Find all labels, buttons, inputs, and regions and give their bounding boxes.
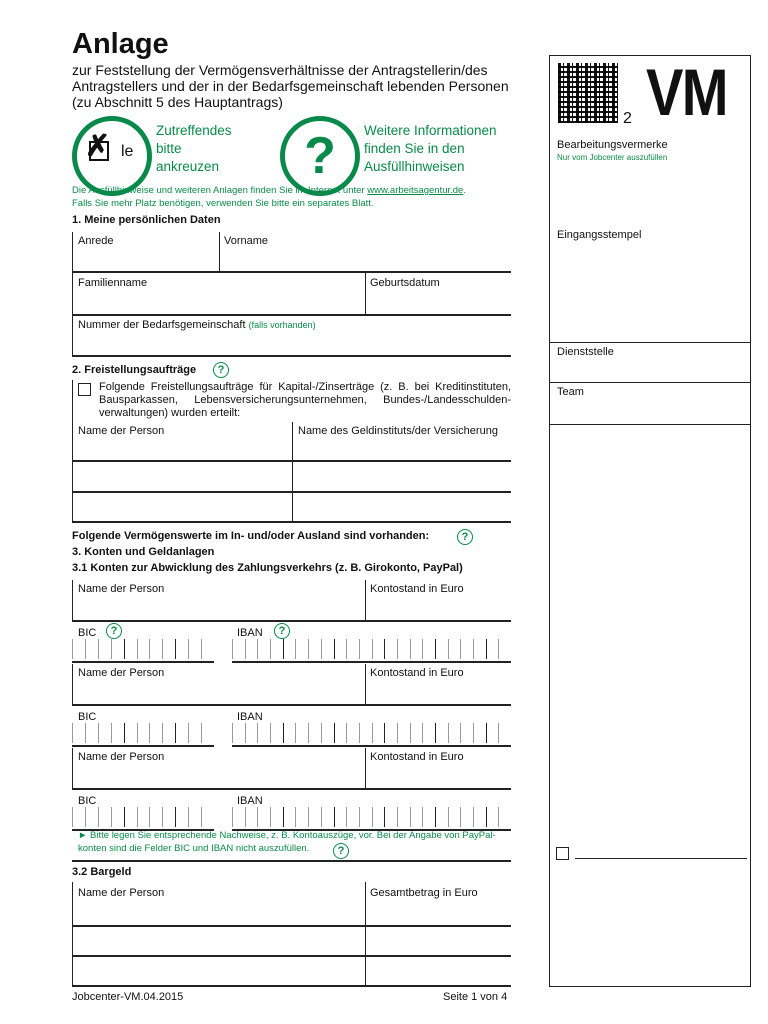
cross-mark-icon: ✗ [85,130,111,163]
cash-row-2[interactable] [72,955,511,957]
section-3-1-end [72,860,511,862]
team-label: Team [557,386,584,398]
sec1-divider-1 [219,232,220,272]
lastname-field[interactable] [72,314,511,316]
sec2-left-border [72,380,73,522]
iban-label: IBAN [237,795,263,807]
account-left-border [72,664,73,704]
exemption-row-2[interactable] [72,491,511,493]
check-hint-line-2: bitte [156,141,182,156]
bic-label: BIC [78,795,97,807]
account-col-divider [365,664,366,704]
account-left-border [72,748,73,788]
check-box-text: le [121,143,134,160]
salutation-label: Anrede [78,235,114,247]
help-icon[interactable]: ? [457,529,473,545]
page-title: Anlage [72,28,169,60]
bic-field[interactable] [72,807,214,831]
office-signature-line [575,858,747,859]
office-label: Dienststelle [557,346,614,358]
exemption-row-3[interactable] [72,521,511,523]
check-hint-text [156,122,232,176]
sec1-left-border-1 [72,232,73,272]
section-1-heading: 1. Meine persönlichen Daten [72,214,221,226]
notice [72,184,466,210]
help-icon[interactable]: ? [274,623,290,639]
info-hint-line-1: Weitere Informationen [364,123,497,138]
page-subtitle: zur Feststellung der Vermögensverhältnisse der Antragstellerin/des Antragstellers und der in der Bedarfsgemeinschaft lebenden Personen (zu Abschnitt 5 des Hauptantrags) [72,62,509,110]
version-digit: 2 [623,110,632,127]
bg-number-text: Nummer der Bedarfsgemeinschaft [78,319,249,331]
help-icon[interactable]: ? [106,623,122,639]
person-col-label: Name der Person [78,425,165,437]
iban-label: IBAN [237,627,263,639]
iban-label: IBAN [237,711,263,723]
footer-form-id: Jobcenter-VM.04.2015 [72,991,184,1003]
website-link[interactable]: www.arbeitsagentur.de [367,185,464,196]
bg-number-label [78,319,316,331]
info-hint-line-2: finden Sie in den [364,141,465,156]
office-checkbox[interactable] [556,847,569,860]
firstname-label: Vorname [224,235,269,247]
cash-row-1[interactable] [72,925,511,927]
arrow-icon: ► [78,830,88,841]
section-3-2-heading: 3.2 Bargeld [72,866,132,878]
birthdate-label: Geburtsdatum [370,277,440,289]
section-3-1-heading: 3.1 Konten zur Abwicklung des Zahlungsverkehrs (z. B. Girokonto, PayPal) [72,562,463,574]
help-icon[interactable]: ? [213,362,229,378]
account-col-divider [365,580,366,620]
proof-note-text: Bitte legen Sie entsprechende Nachweise, z. B. Kontoauszüge, vor. Bei der Angabe von PayPal-konten sind die Felder BIC und IBAN nicht auszufüllen. [78,830,496,854]
account-person-label: Name der Person [78,751,165,763]
firstname-field[interactable] [72,271,511,273]
side-divider-3 [549,424,751,425]
cash-person-label: Name der Person [78,887,165,899]
account-col-divider [365,748,366,788]
section-3-heading: 3. Konten und Geldanlagen [72,546,215,558]
info-hint-text [364,122,497,176]
institute-col-label: Name des Geldinstituts/der Versicherung [298,425,498,437]
proof-note [78,829,508,855]
exemption-text: Folgende Freistellungsaufträge für Kapital-/Zinserträge (z. B. bei Kreditinstituten, Bausparkassen, Lebensversicherungsunternehmen, Bundes-/Landesschulden-verwaltungen) wurden erteilt: [99,381,511,419]
footer-page: Seite 1 von 4 [443,991,508,1003]
account-name-field[interactable] [72,788,511,790]
check-hint-line-1: Zutreffendes [156,123,232,138]
bg-number-field[interactable] [72,355,511,357]
office-use-box [549,55,751,987]
processing-note: Nur vom Jobcenter auszufüllen [557,153,668,162]
sec1-left-border-2 [72,273,73,315]
notice-text: Die Ausfüllhinweise und weiteren Anlagen finden Sie im Internet unter [72,185,368,196]
bic-label: BIC [78,711,97,723]
bic-field[interactable] [72,723,214,747]
iban-field[interactable] [232,807,511,831]
account-name-field[interactable] [72,620,511,622]
bg-number-note: (falls vorhanden) [248,320,316,330]
account-balance-label: Kontostand in Euro [370,583,464,595]
stamp-label: Eingangsstempel [557,229,642,241]
sec1-left-border-3 [72,316,73,356]
notice-line-2: Falls Sie mehr Platz benötigen, verwenden Sie bitte ein separates Blatt. [72,198,374,209]
info-hint-line-3: Ausfüllhinweisen [364,159,465,174]
cash-left-border [72,882,73,986]
sec1-divider-2 [365,273,366,315]
form-code: VM [646,55,727,129]
notice-end: . [463,185,466,196]
account-name-field[interactable] [72,704,511,706]
bic-field[interactable] [72,639,214,663]
question-glyph: ? [304,127,336,185]
bic-label: BIC [78,627,97,639]
assets-heading: Folgende Vermögenswerte im In- und/oder Ausland sind vorhanden: [72,530,430,542]
check-hint-line-3: ankreuzen [156,159,220,174]
qr-code-icon [558,63,618,123]
processing-label: Bearbeitungsvermerke [557,139,668,151]
exemption-checkbox[interactable] [78,383,91,396]
section-2-heading: 2. Freistellungsaufträge [72,364,197,376]
account-person-label: Name der Person [78,583,165,595]
sec2-col-divider [292,422,293,522]
cash-col-divider [365,882,366,986]
account-balance-label: Kontostand in Euro [370,667,464,679]
iban-field[interactable] [232,723,511,747]
cash-total-label: Gesamtbetrag in Euro [370,887,478,899]
cash-row-3[interactable] [72,985,511,987]
side-divider-2 [549,382,751,383]
account-person-label: Name der Person [78,667,165,679]
account-balance-label: Kontostand in Euro [370,751,464,763]
help-icon[interactable]: ? [333,843,349,859]
lastname-label: Familienname [78,277,148,289]
account-left-border [72,580,73,620]
side-divider-1 [549,342,751,343]
iban-field[interactable] [232,639,511,663]
exemption-row-1[interactable] [72,460,511,462]
